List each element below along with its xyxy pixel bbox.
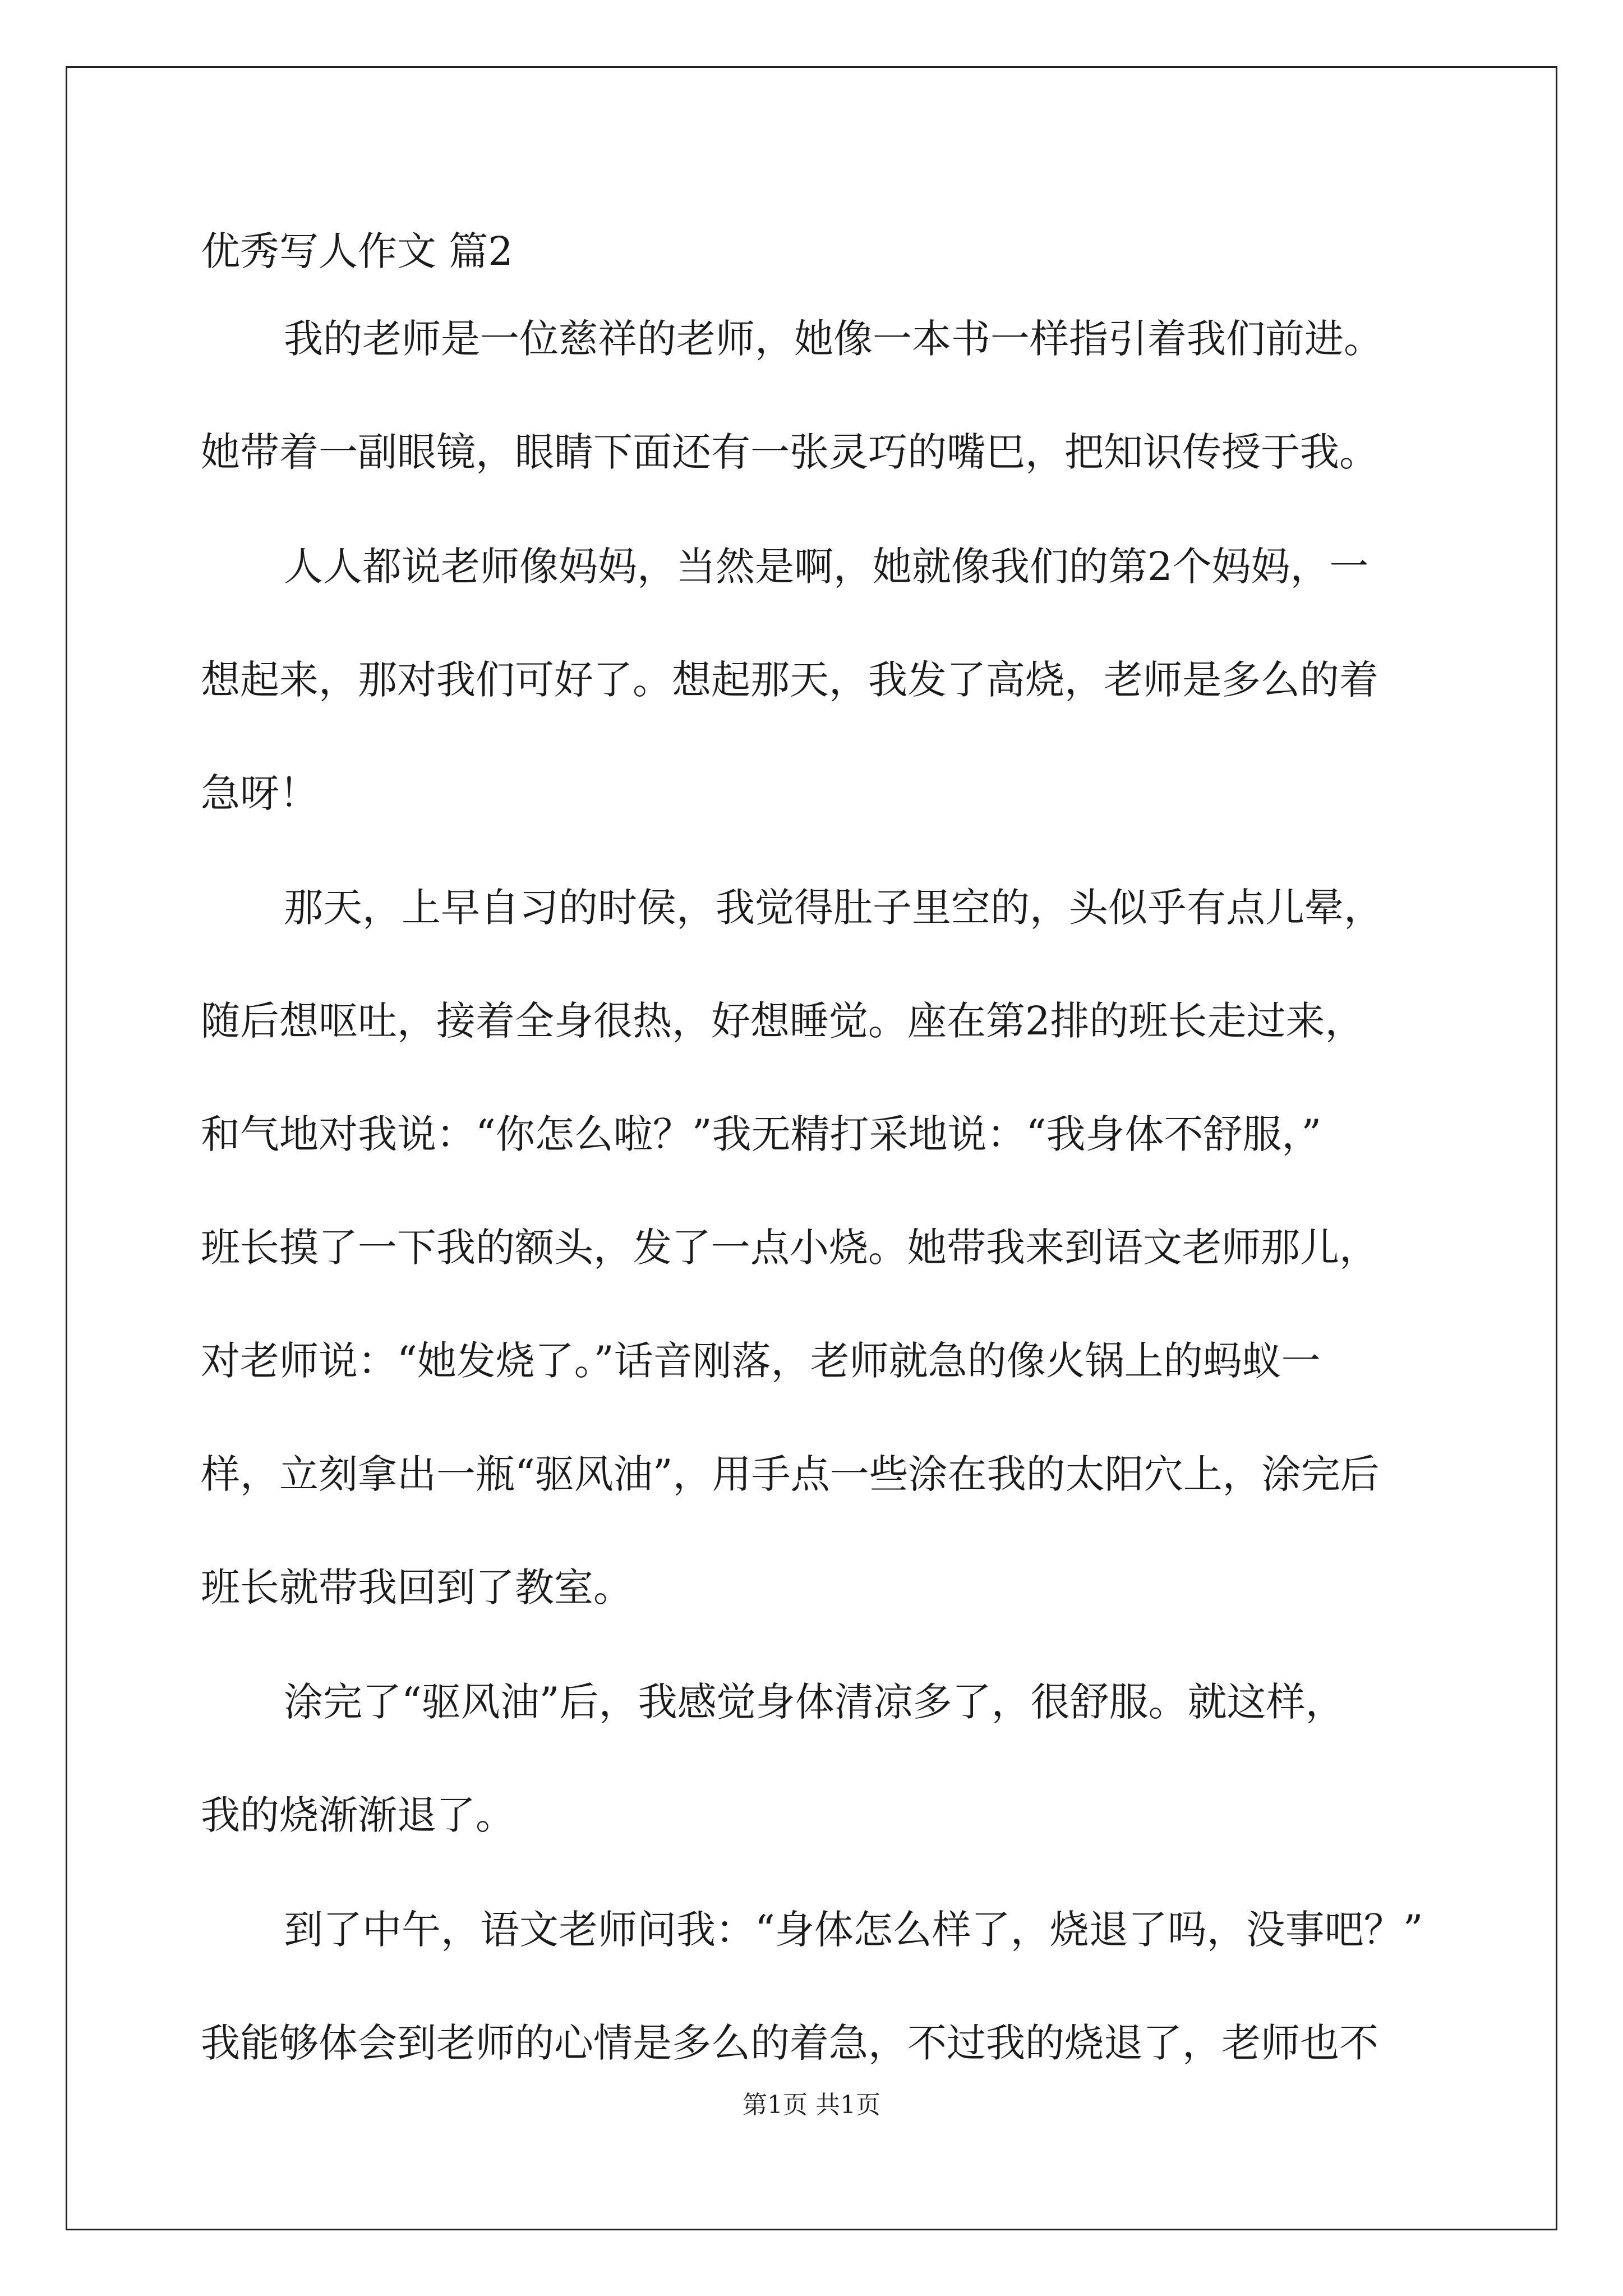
text-line-8: 和气地对我说：“你怎么啦？”我无精打采地说：“我身体不舒服，” (201, 1111, 1322, 1157)
text-line-12: 班长就带我回到了教室。 (201, 1565, 633, 1611)
text-line-6: 那天，上早自习的时侯，我觉得肚子里空的，头似乎有点儿晕， (284, 885, 1383, 931)
text-line-9: 班长摸了一下我的额头，发了一点小烧。她带我来到语文老师那儿， (201, 1225, 1378, 1271)
text-line-4: 想起来，那对我们可好了。想起那天，我发了高烧，老师是多么的着 (201, 657, 1378, 703)
text-line-2: 她带着一副眼镜，眼睛下面还有一张灵巧的嘴巴，把知识传授于我。 (201, 429, 1378, 475)
text-line-5: 急呀！ (201, 770, 319, 816)
text-line-13: 涂完了“驱风油”后，我感觉身体清凉多了，很舒服。就这样， (284, 1679, 1345, 1725)
text-line-1: 我的老师是一位慈祥的老师，她像一本书一样指引着我们前进。 (284, 316, 1383, 362)
text-line-3: 人人都说老师像妈妈，当然是啊，她就像我们的第2个妈妈，一 (284, 544, 1369, 590)
text-line-15: 到了中午，语文老师问我：“身体怎么样了，烧退了吗，没事吧？” (284, 1907, 1423, 1953)
text-line-14: 我的烧渐渐退了。 (201, 1792, 515, 1838)
text-line-10: 对老师说：“她发烧了。”话音刚落，老师就急的像火锅上的蚂蚁一 (201, 1338, 1321, 1384)
text-line-16: 我能够体会到老师的心情是多么的着急，不过我的烧退了，老师也不 (201, 2020, 1378, 2066)
text-line-11: 样，立刻拿出一瓶“驱风油”，用手点一些涂在我的太阳穴上，涂完后 (201, 1451, 1380, 1497)
text-line-7: 随后想呕吐，接着全身很热，好想睡觉。座在第2排的班长走过来， (201, 998, 1364, 1044)
page-footer: 第1页 共1页 (743, 2091, 880, 2119)
document-title: 优秀写人作文 篇2 (201, 228, 513, 274)
